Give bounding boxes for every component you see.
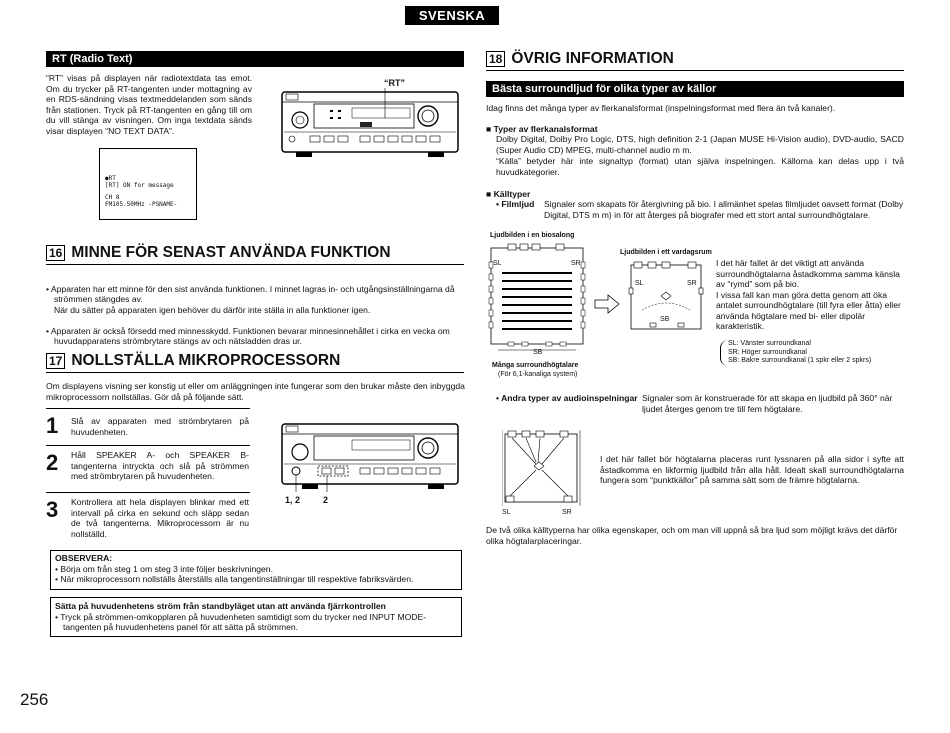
label-key-2: 2 bbox=[323, 495, 329, 505]
other-text: Signaler som är konstruerade för att skapa en ljudbild på 360° när ljudet återges genom tre till fem högtalare. bbox=[642, 393, 893, 414]
receiver-illustration bbox=[280, 88, 460, 160]
step-text: Håll SPEAKER A- och SPEAKER B-tangenterna intryckta och slå på strömmen med strömbrytaren på huvudenheten. bbox=[71, 450, 249, 481]
point-text: I det här fallet bör högtalarna placeras runt lyssnaren på alla sidor i syfte att åstadkomma en likformig ljudbild från alla håll. Idealt skall surroundhögtalarna fungera som “punktkällor” på samma sätt som de främre högtalarna. bbox=[600, 454, 904, 485]
section17-intro: Om displayens visning ser konstig ut eller om anläggningen inte fungerar som den brukar måste den inbyggda mikroprocessorn nollställas. Gör då på följande sätt. bbox=[46, 381, 465, 402]
section16-heading bbox=[46, 244, 391, 262]
step-number: 2 bbox=[46, 450, 59, 475]
divider bbox=[46, 372, 464, 373]
speaker-legend bbox=[720, 340, 871, 366]
lcd-line4: FM105.50MHz -PSNAME- bbox=[105, 201, 178, 208]
section18-intro: Idag finns det många typer av flerkanalsformat (inspelningsformat med flera än två kanaler). bbox=[486, 103, 836, 113]
label-keys-1-2: 1, 2 bbox=[285, 495, 301, 505]
closing-text: De två olika källtyperna har olika egenskaper, och om man vill uppnå så bra ljud som möjligt krävs det därför olika högtalarplaceringar. bbox=[486, 525, 898, 546]
point-source-diagram bbox=[502, 428, 582, 508]
list-item: • Tryck på strömmen-omkopplaren på huvudenheten samtidigt som du trycker ned INPUT MODE-tangenten på huvudenhetens panel för att sätta på strömmen. bbox=[55, 611, 427, 632]
legend-item: SB: Bakre surroundkanal (1 spkr eller 2 spkrs) bbox=[728, 357, 872, 364]
many-surround-label: Många surroundhögtalare bbox=[492, 362, 579, 369]
lcd-line1: ●RT bbox=[105, 175, 116, 182]
point-sl-label: SL bbox=[502, 509, 511, 516]
rt-header: RT (Radio Text) bbox=[46, 51, 464, 67]
living-text: I det här fallet är det viktigt att använda surroundhögtalarna åstadkomma samma känsla av “rymd” som på bio. I vissa fall kan man göra detta genom att öka antalet surroundhögtalare (till fyra eller åtta) eller använda högtalare med bi- eller dipolär karakteristik. bbox=[716, 258, 901, 331]
section17-number: 17 bbox=[46, 353, 65, 369]
steps-list bbox=[46, 408, 250, 541]
list-item: • När mikroprocessorn nollställs återställs alla tangentinställningar till respektive fabriksvärden. bbox=[55, 574, 414, 584]
receiver-illustration-reset bbox=[280, 420, 460, 494]
arrow-right-icon bbox=[594, 294, 620, 314]
page-number: 256 bbox=[20, 690, 49, 709]
step-text: Slå av apparaten med strömbrytaren på huvudenheten. bbox=[71, 416, 249, 437]
types-heading: ■ Typer av flerkanalsformat bbox=[486, 124, 598, 134]
language-tab: SVENSKA bbox=[405, 6, 499, 25]
rt-callout-label: “RT” bbox=[384, 78, 405, 88]
many-surround-sub: (För 6,1-kanaliga system) bbox=[498, 371, 578, 378]
cinema-label: Ljudbilden i en biosalong bbox=[490, 232, 575, 239]
note-box bbox=[50, 550, 462, 590]
legend-item: SR: Höger surroundkanal bbox=[728, 348, 807, 356]
cinema-sr-label: SR bbox=[571, 260, 581, 267]
kalla-text: “Källa” betyder här inte signaltyp (format) utan själva inspelningen. Källorna kan delas upp i två huvudkategorier. bbox=[496, 156, 904, 177]
section16-title: MINNE FÖR SENAST ANVÄNDA FUNKTION bbox=[71, 244, 391, 261]
note-title: OBSERVERA: bbox=[55, 553, 113, 563]
step-2 bbox=[46, 446, 250, 493]
standby-title: Sätta på huvudenhetens ström från standbyläget utan att använda fjärrkontrollen bbox=[55, 601, 386, 611]
lcd-line3: CH 8 bbox=[105, 194, 120, 201]
rt-lcd-display bbox=[99, 148, 197, 220]
step-1 bbox=[46, 409, 250, 446]
legend-item: SL: Vänster surroundkanal bbox=[728, 340, 811, 347]
section18-title: ÖVRIG INFORMATION bbox=[511, 50, 674, 67]
lcd-line2: [RT] ON for message bbox=[105, 182, 174, 189]
cinema-sb-label: SB bbox=[533, 349, 543, 356]
living-label: Ljudbilden i ett vardagsrum bbox=[620, 249, 712, 256]
kalltyper-heading: ■ Källtyper bbox=[486, 189, 531, 199]
list-item: • Börja om från steg 1 om steg 3 inte följer beskrivningen. bbox=[55, 563, 273, 574]
section18-bar: Bästa surroundljud för olika typer av källor bbox=[486, 81, 904, 97]
other-label: • Andra typer av audioinspelningar bbox=[496, 393, 638, 403]
section17-heading bbox=[46, 352, 340, 370]
step-number: 3 bbox=[46, 497, 59, 522]
section18-heading bbox=[486, 50, 674, 68]
standby-box bbox=[50, 597, 462, 637]
divider bbox=[486, 70, 904, 71]
section18-number: 18 bbox=[486, 51, 505, 67]
section17-title: NOLLSTÄLLA MIKROPROCESSORN bbox=[71, 352, 341, 369]
rt-body: “RT” visas på displayen när radiotextdata tas emot. Om du trycker på RT-tangenten under mottagning av en RDS-sändning visas textmeddelanden som sänds från stationen. Tryck på RT-tangenten en gång till om du vill stänga av visningen. Om inga textdata sänds visar displayen “NO TEXT DATA”. bbox=[46, 73, 252, 136]
list-item: • Apparaten är också försedd med minnesskydd. Funktionen bevarar minnesinnehållet i cirka en vecka om huvudapparatens strömbrytare stängs av och nätsladden dras ur. bbox=[46, 325, 450, 346]
step-number: 1 bbox=[46, 413, 59, 438]
step-3 bbox=[46, 493, 250, 541]
list-item: • Apparaten har ett minne för den sist använda funktionen. I minnet lagras in- och utgångsinställningarna då strömmen stängdes av. När du sätter på apparaten igen behöver du därför inte ställa in alla funktioner igen. bbox=[46, 283, 455, 315]
section16-number: 16 bbox=[46, 245, 65, 261]
section16-bullets bbox=[46, 273, 466, 357]
living-sl-label: SL bbox=[635, 280, 644, 287]
step-text: Kontrollera att hela displayen blinkar med ett intervall på cirka en sekund och släpp sedan de två tangenterna. Mikroprocessorn är nu nollställd. bbox=[71, 497, 249, 539]
types-text: Dolby Digital, Dolby Pro Logic, DTS, high definition 2-1 (Japan MUSE Hi-Vision audio), DVD-audio, SACD (Super Audio CD) MPEG, multi-channel audio m m. bbox=[496, 134, 904, 155]
divider bbox=[46, 264, 464, 265]
living-sb-label: SB bbox=[660, 316, 670, 323]
living-sr-label: SR bbox=[687, 280, 697, 287]
cinema-sl-label: SL bbox=[493, 260, 502, 267]
filmljud-label: • Filmljud bbox=[496, 199, 535, 209]
point-sr-label: SR bbox=[562, 509, 572, 516]
filmljud-text: Signaler som skapats för återgivning på bio. I allmänhet spelas filmljudet oavsett format (Dolby Digital, DTS m m) in för att återges på biografer med ett stort antal surroundhögtalare. bbox=[544, 199, 904, 220]
